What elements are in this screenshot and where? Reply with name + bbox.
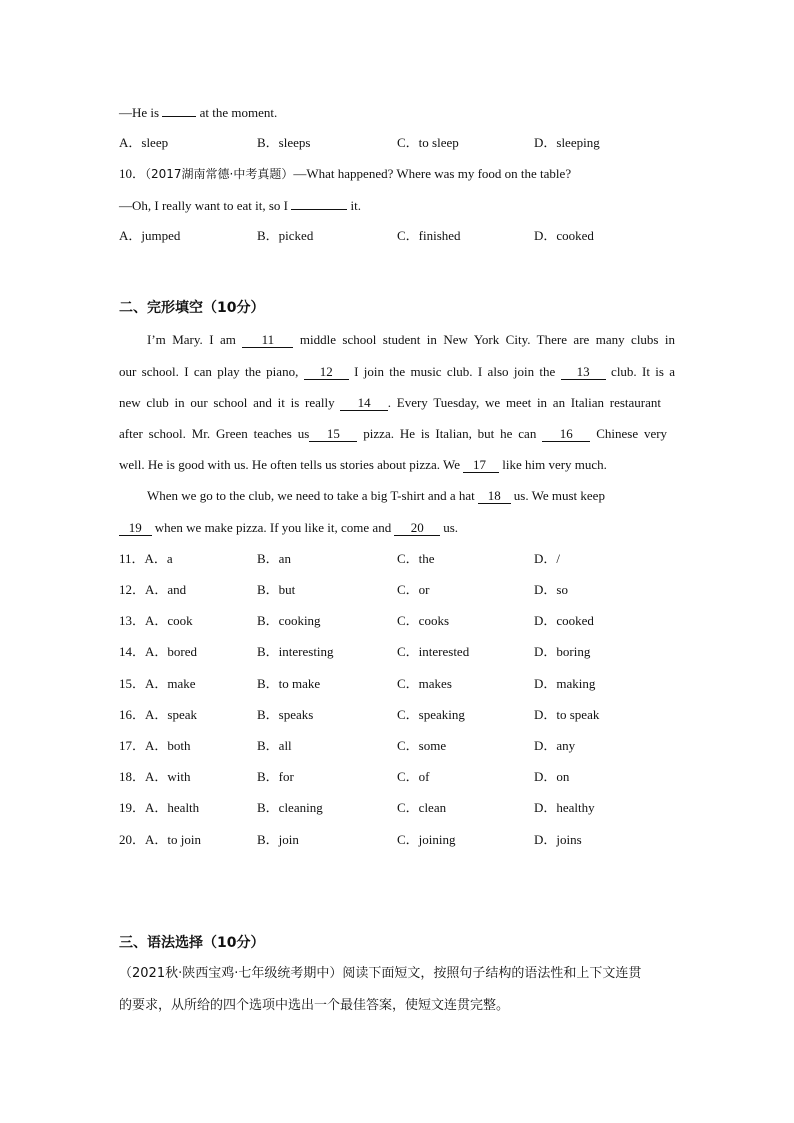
option-text: A．both	[145, 738, 191, 753]
passage-line-5	[119, 457, 675, 473]
passage-text: pizza. He is Italian, but he can	[363, 426, 537, 441]
q10-stem	[119, 166, 571, 182]
question-number: 16．	[119, 707, 146, 722]
passage-line-2	[119, 364, 675, 380]
passage-text: after school. Mr. Green teaches us	[119, 426, 310, 441]
passage-text: when we make pizza. If you like it, come and	[154, 520, 392, 535]
q10-option-b[interactable]: B．picked	[257, 228, 314, 243]
passage-text: our school. I can play the piano,	[119, 364, 299, 379]
option-text: A．to join	[145, 832, 201, 847]
section3-heading: 三、语法选择（10分）	[119, 935, 265, 951]
passage-text: new club in our school and it is really	[119, 395, 335, 410]
section2-heading: 二、完形填空（10分）	[119, 300, 265, 316]
q11-options	[119, 551, 679, 567]
blank-12[interactable]	[304, 364, 349, 380]
q18-option-a[interactable]	[119, 769, 191, 785]
q17-option-c[interactable]: C．some	[397, 738, 447, 753]
q12-option-d[interactable]: D．so	[534, 582, 568, 597]
q9-stem	[119, 104, 277, 121]
q19-option-a[interactable]	[119, 800, 199, 816]
q18-option-d[interactable]: D．on	[534, 769, 570, 784]
question-number: 14．	[119, 644, 146, 659]
q10-stem2-start: —Oh, I really want to eat it, so I	[119, 198, 288, 213]
blank-11-number: 11	[261, 332, 275, 347]
q18-option-c[interactable]: C．of	[397, 769, 430, 784]
q10-stem2-end: it.	[350, 198, 361, 213]
option-text: A．bored	[145, 644, 198, 659]
q16-option-b[interactable]: B．speaks	[257, 707, 314, 722]
q14-options	[119, 644, 679, 660]
q12-options	[119, 582, 679, 598]
passage-text: When we go to the club, we need to take a big T-shirt and a hat	[147, 488, 475, 503]
q10-stem-line1: —What happened? Where was my food on the table?	[293, 166, 572, 181]
blank-20[interactable]	[394, 520, 440, 536]
q14-option-a[interactable]	[119, 644, 197, 660]
q12-option-a[interactable]	[119, 582, 186, 598]
passage-text: like him very much.	[502, 457, 607, 472]
q10-option-c[interactable]: C．finished	[397, 228, 461, 243]
q10-options	[119, 228, 679, 244]
q14-option-d[interactable]: D．boring	[534, 644, 591, 659]
q15-option-a[interactable]	[119, 676, 196, 692]
q17-option-d[interactable]: D．any	[534, 738, 576, 753]
q11-option-a[interactable]	[119, 551, 173, 567]
q9-option-b[interactable]: B．sleeps	[257, 135, 311, 150]
question-number: 13．	[119, 613, 146, 628]
q13-option-d[interactable]: D．cooked	[534, 613, 594, 628]
q13-option-a[interactable]	[119, 613, 193, 629]
q20-option-c[interactable]: C．joining	[397, 832, 456, 847]
q9-option-a[interactable]: A．sleep	[119, 135, 169, 150]
blank-18-number: 18	[487, 488, 501, 503]
passage-line-7	[119, 520, 675, 536]
passage-text: . Every Tuesday, we meet in an Italian restaurant	[387, 395, 661, 410]
q17-option-a[interactable]	[119, 738, 191, 754]
q20-option-a[interactable]	[119, 832, 201, 848]
option-text: A．health	[145, 800, 200, 815]
q17-option-b[interactable]: B．all	[257, 738, 292, 753]
q10-source: （2017湖南常德·中考真题）	[145, 167, 294, 181]
q15-options	[119, 676, 679, 692]
q19-options	[119, 800, 679, 816]
blank-11[interactable]	[242, 332, 293, 348]
blank-13-number: 13	[576, 364, 590, 379]
blank-16-number: 16	[559, 426, 573, 441]
blank-18[interactable]	[478, 488, 511, 504]
blank-16[interactable]	[542, 426, 590, 442]
q9-stem-start: —He is	[119, 105, 160, 120]
q9-option-c[interactable]: C．to sleep	[397, 135, 459, 150]
passage-line-3	[119, 395, 661, 411]
passage-text: Chinese very	[596, 426, 668, 441]
blank-17[interactable]	[463, 457, 499, 473]
passage-line-6	[119, 488, 675, 504]
q10-option-a[interactable]: A．jumped	[119, 228, 181, 243]
q17-options	[119, 738, 679, 754]
q16-option-a[interactable]	[119, 707, 197, 723]
passage-text: us.	[443, 520, 458, 535]
q19-option-d[interactable]: D．healthy	[534, 800, 595, 815]
q9-answer-blank[interactable]	[162, 104, 196, 117]
blank-19-number: 19	[128, 520, 142, 535]
q18-option-b[interactable]: B．for	[257, 769, 294, 784]
q15-option-c[interactable]: C．makes	[397, 676, 452, 691]
option-text: A．speak	[145, 707, 198, 722]
passage-text: I join the music club. I also join the	[354, 364, 556, 379]
passage-text: middle school student in New York City. There are many clubs in	[299, 332, 676, 347]
question-number: 19．	[119, 800, 146, 815]
q19-option-b[interactable]: B．cleaning	[257, 800, 323, 815]
q15-option-b[interactable]: B．to make	[257, 676, 321, 691]
q9-stem-end: at the moment.	[199, 105, 278, 120]
q20-option-b[interactable]: B．join	[257, 832, 299, 847]
q16-options	[119, 707, 679, 723]
q15-option-d[interactable]: D．making	[534, 676, 596, 691]
q18-options	[119, 769, 679, 785]
option-text: A．make	[145, 676, 196, 691]
question-number: 12．	[119, 582, 146, 597]
passage-text: I’m Mary. I am	[147, 332, 236, 347]
passage-line-4	[119, 426, 667, 442]
q12-option-b[interactable]: B．but	[257, 582, 296, 597]
q9-options	[119, 135, 679, 151]
q14-option-b[interactable]: B．interesting	[257, 644, 334, 659]
blank-14[interactable]	[340, 395, 387, 411]
blank-14-number: 14	[357, 395, 371, 410]
blank-13[interactable]	[561, 364, 606, 380]
q9-option-d[interactable]: D．sleeping	[534, 135, 600, 150]
q10-option-d[interactable]: D．cooked	[534, 228, 594, 243]
blank-12-number: 12	[319, 364, 333, 379]
q10-stem-line2	[119, 197, 361, 214]
q11-option-b[interactable]: B．an	[257, 551, 291, 566]
option-text: A．cook	[145, 613, 193, 628]
question-number: 15．	[119, 676, 146, 691]
blank-17-number: 17	[472, 457, 486, 472]
question-number: 17．	[119, 738, 146, 753]
q16-option-d[interactable]: D．to speak	[534, 707, 600, 722]
section3-intro-line-2: 的要求，从所给的四个选项中选出一个最佳答案，使短文连贯完整。	[119, 998, 510, 1013]
question-number: 18．	[119, 769, 146, 784]
q12-option-c[interactable]: C．or	[397, 582, 430, 597]
q14-option-c[interactable]: C．interested	[397, 644, 470, 659]
blank-20-number: 20	[410, 520, 424, 535]
section3-intro-line-1: （2021秋·陕西宝鸡·七年级统考期中）阅读下面短文，按照句子结构的语法性和上下文连贯	[119, 966, 642, 981]
question-number: 20．	[119, 832, 146, 847]
q10-number: 10．	[119, 166, 146, 181]
passage-text: us. We must keep	[513, 488, 605, 503]
passage-text: club. It is a	[611, 364, 676, 379]
passage-line-1	[119, 332, 675, 348]
q20-options	[119, 832, 679, 848]
q13-options	[119, 613, 679, 629]
option-text: A．and	[145, 582, 187, 597]
q20-option-d[interactable]: D．joins	[534, 832, 582, 847]
option-text: A．a	[144, 551, 173, 566]
q13-option-b[interactable]: B．cooking	[257, 613, 321, 628]
question-number: 11．	[119, 551, 145, 566]
q16-option-c[interactable]: C．speaking	[397, 707, 465, 722]
blank-15[interactable]	[309, 426, 357, 442]
passage-text: well. He is good with us. He often tells us stories about pizza. We	[119, 457, 460, 472]
q19-option-c[interactable]: C．clean	[397, 800, 447, 815]
blank-19[interactable]	[119, 520, 152, 536]
option-text: A．with	[145, 769, 191, 784]
q10-answer-blank[interactable]	[291, 197, 347, 210]
q11-option-d[interactable]: D．/	[534, 551, 561, 566]
blank-15-number: 15	[326, 426, 340, 441]
q11-option-c[interactable]: C．the	[397, 551, 435, 566]
q13-option-c[interactable]: C．cooks	[397, 613, 450, 628]
